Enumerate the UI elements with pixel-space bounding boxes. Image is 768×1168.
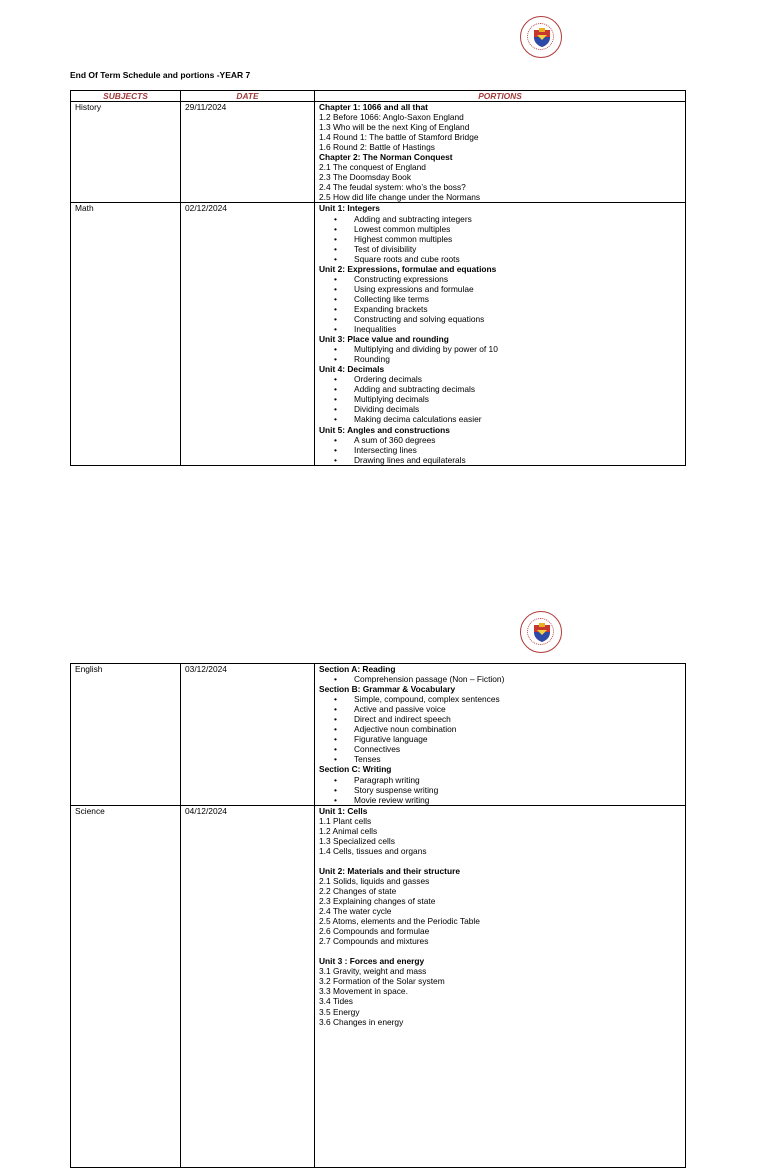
chapter-title: Chapter 1: 1066 and all that: [319, 102, 428, 112]
table-header-row: [71, 91, 686, 102]
unit-title: Unit 3 : Forces and energy: [319, 956, 425, 967]
list-item: • Constructing expressions: [354, 274, 681, 284]
portion-line: 3.1 Gravity, weight and mass: [319, 966, 427, 977]
portion-line: 1.3 Specialized cells: [319, 835, 395, 846]
portion-line: 2.3 Explaining changes of state: [319, 896, 436, 907]
list-item: • Figurative language: [354, 734, 681, 744]
date-cell: 03/12/2024: [181, 664, 315, 806]
school-logo: [520, 16, 562, 58]
crest-icon: [530, 621, 554, 643]
section-title: Section A: Reading: [319, 664, 396, 674]
portion-line: 1.2 Before 1066: Anglo-Saxon England: [319, 112, 464, 123]
list-item: • Using expressions and formulae: [354, 284, 681, 294]
portion-line: 2.5 Atoms, elements and the Periodic Table: [319, 916, 480, 927]
list-item: • Active and passive voice: [354, 704, 681, 714]
list-item: • Highest common multiples: [354, 234, 681, 244]
portion-line: 3.2 Formation of the Solar system: [319, 976, 445, 987]
unit-title: Unit 4: Decimals: [319, 364, 385, 375]
list-item: • Story suspense writing: [354, 785, 681, 795]
unit-title: Unit 2: Materials and their structure: [319, 865, 461, 876]
school-logo: [520, 611, 562, 653]
list-item: • Dividing decimals: [354, 404, 681, 414]
subject-cell: Science: [71, 805, 181, 1167]
portion-line: 1.6 Round 2: Battle of Hastings: [319, 142, 435, 153]
portion-line: 2.4 The feudal system: who’s the boss?: [319, 182, 466, 193]
portion-line: 3.5 Energy: [319, 1006, 360, 1017]
portion-line: 3.4 Tides: [319, 996, 353, 1007]
date-header: DATE: [181, 91, 315, 102]
subject-cell: English: [71, 664, 181, 806]
topic-list: [319, 694, 681, 764]
portion-line: 3.3 Movement in space.: [319, 986, 408, 997]
list-item: • Multiplying and dividing by power of 10: [354, 344, 681, 354]
unit-title: Unit 1: Integers: [319, 203, 380, 214]
subject-cell: Math: [71, 203, 181, 465]
list-item: • Constructing and solving equations: [354, 314, 681, 324]
topic-list: [319, 775, 681, 805]
portions-cell: [315, 102, 686, 203]
list-item: • Adjective noun combination: [354, 724, 681, 734]
unit-title: Unit 5: Angles and constructions: [319, 424, 450, 435]
date-cell: 04/12/2024: [181, 805, 315, 1167]
portion-line: 2.6 Compounds and formulae: [319, 926, 430, 937]
table-row-math: [71, 203, 686, 465]
schedule-table-page-1: [70, 90, 686, 466]
list-item: • Movie review writing: [354, 795, 681, 805]
portion-line: 2.5 How did life change under the Normans: [319, 192, 481, 203]
list-item: • Making decima calculations easier: [354, 414, 681, 424]
portion-line: 1.3 Who will be the next King of England: [319, 122, 470, 133]
table-row-english: [71, 664, 686, 806]
list-item: • Expanding brackets: [354, 304, 681, 314]
list-item: • Simple, compound, complex sentences: [354, 694, 681, 704]
table-row-history: [71, 102, 686, 203]
unit-title: Unit 1: Cells: [319, 805, 368, 816]
list-item: • Intersecting lines: [354, 445, 681, 455]
schedule-table-page-2: [70, 663, 686, 1168]
list-item: • Rounding: [354, 354, 681, 364]
list-item: • Adding and subtracting decimals: [354, 384, 681, 394]
portion-line: 2.1 Solids, liquids and gasses: [319, 875, 430, 886]
section-title: Section C: Writing: [319, 764, 392, 775]
topic-list: [319, 214, 681, 264]
unit-title: Unit 3: Place value and rounding: [319, 334, 449, 345]
list-item: • Comprehension passage (Non – Fiction): [354, 674, 681, 684]
portions-header: PORTIONS: [315, 91, 686, 102]
portions-cell: [315, 203, 686, 465]
list-item: • Multiplying decimals: [354, 394, 681, 404]
chapter-title: Chapter 2: The Norman Conquest: [319, 152, 453, 163]
portion-line: 2.4 The water cycle: [319, 906, 392, 917]
list-item: • Ordering decimals: [354, 374, 681, 384]
list-item: • Inequalities: [354, 324, 681, 334]
portions-cell: [315, 805, 686, 1167]
crest-icon: [530, 26, 554, 48]
list-item: • Tenses: [354, 754, 681, 764]
portion-line: 1.4 Round 1: The battle of Stamford Bridge: [319, 132, 479, 143]
date-cell: 02/12/2024: [181, 203, 315, 465]
portion-line: 1.2 Animal cells: [319, 825, 378, 836]
unit-title: Unit 2: Expressions, formulae and equations: [319, 263, 497, 274]
portions-cell: [315, 664, 686, 806]
table-row-science: [71, 805, 686, 1167]
list-item: • Square roots and cube roots: [354, 254, 681, 264]
portion-line: 2.1 The conquest of England: [319, 162, 426, 173]
portion-line: 2.3 The Doomsday Book: [319, 172, 412, 183]
portion-line: 1.4 Cells, tissues and organs: [319, 845, 427, 856]
document-title: End Of Term Schedule and portions -YEAR 7: [70, 70, 251, 80]
section-title: Section B: Grammar & Vocabulary: [319, 684, 456, 695]
list-item: • Collecting like terms: [354, 294, 681, 304]
portion-line: 3.6 Changes in energy: [319, 1016, 404, 1027]
subjects-header: SUBJECTS: [71, 91, 181, 102]
list-item: • Paragraph writing: [354, 775, 681, 785]
list-item: • A sum of 360 degrees: [354, 435, 681, 445]
list-item: • Connectives: [354, 744, 681, 754]
portion-line: 2.2 Changes of state: [319, 885, 397, 896]
subject-cell: History: [71, 102, 181, 203]
topic-list: [319, 674, 681, 684]
list-item: • Adding and subtracting integers: [354, 214, 681, 224]
date-cell: 29/11/2024: [181, 102, 315, 203]
portion-line: 1.1 Plant cells: [319, 815, 372, 826]
list-item: • Direct and indirect speech: [354, 714, 681, 724]
portion-line: 2.7 Compounds and mixtures: [319, 936, 429, 947]
topic-list: [319, 374, 681, 424]
topic-list: [319, 435, 681, 465]
list-item: • Drawing lines and equilaterals: [354, 455, 681, 465]
topic-list: [319, 344, 681, 364]
topic-list: [319, 274, 681, 334]
list-item: • Lowest common multiples: [354, 224, 681, 234]
list-item: • Test of divisibility: [354, 244, 681, 254]
